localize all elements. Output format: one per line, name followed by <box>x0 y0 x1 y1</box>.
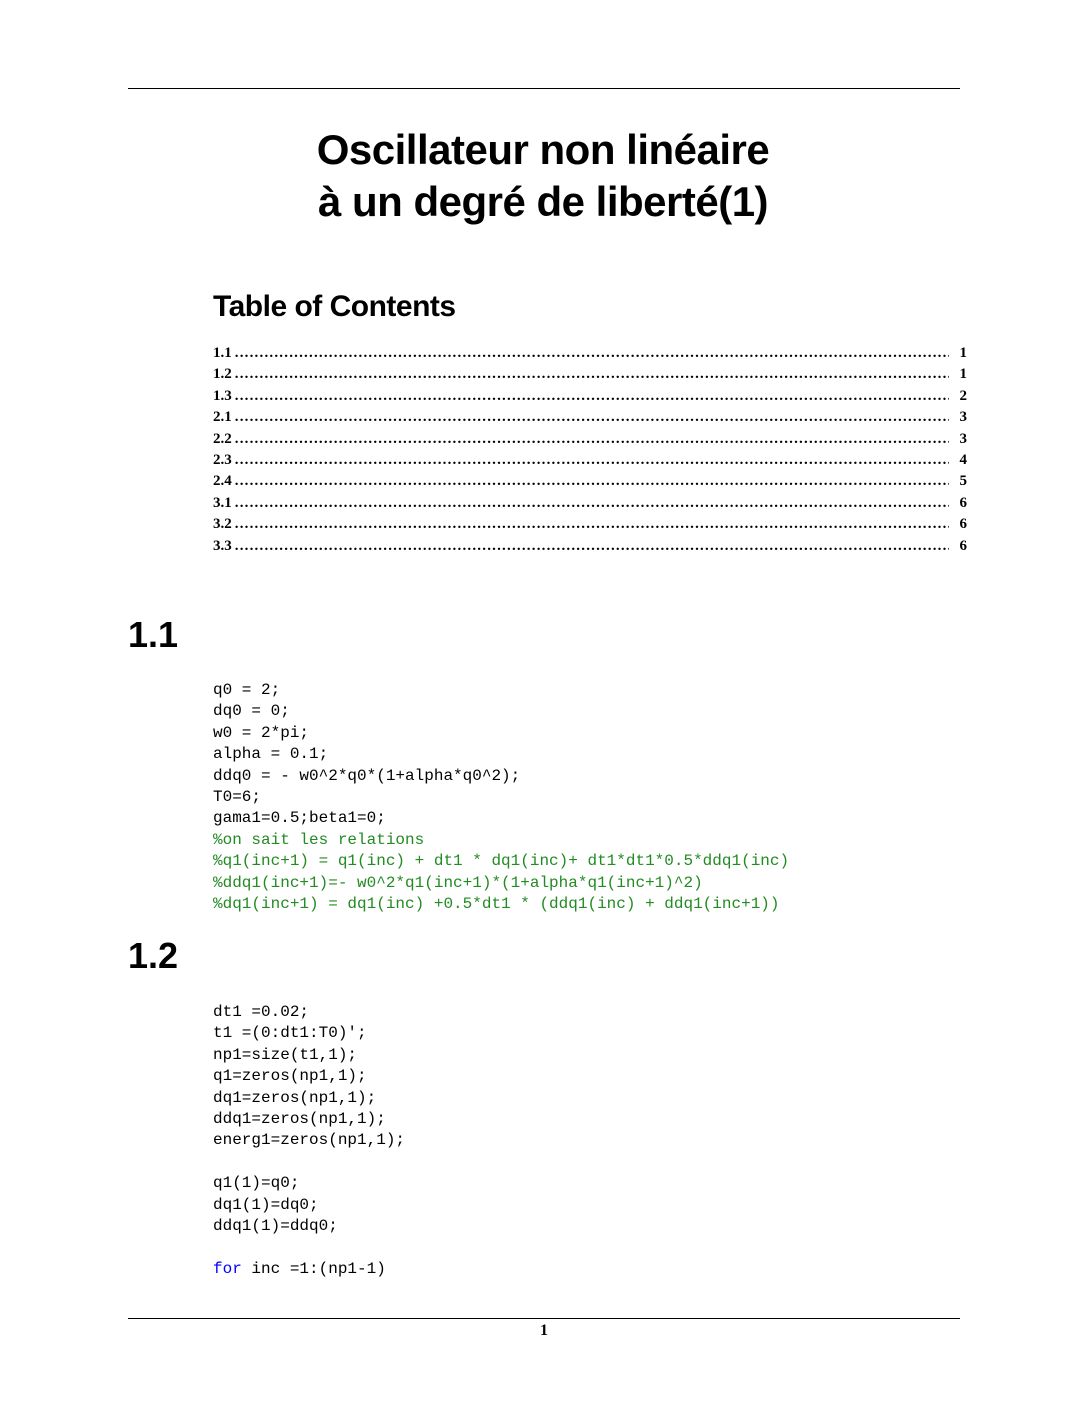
toc-entry-label: 2.2 <box>213 430 232 447</box>
code-line: q1(1)=q0; <box>213 1174 300 1193</box>
toc-entry[interactable] <box>213 345 967 366</box>
toc-entry[interactable] <box>213 431 967 452</box>
toc-heading: Table of Contents <box>213 290 456 323</box>
toc-leader-dots <box>235 345 949 362</box>
code-line: energ1=zeros(np1,1); <box>213 1131 406 1150</box>
toc-entry-page: 6 <box>959 516 967 533</box>
code-comment-line: %on sait les relations <box>213 830 425 849</box>
code-line: dq1=zeros(np1,1); <box>213 1088 377 1107</box>
code-line <box>213 1237 405 1258</box>
page-number: 1 <box>540 1322 548 1339</box>
toc-leader-dots <box>235 409 949 426</box>
code-line: dt1 =0.02; <box>213 1003 310 1021</box>
code-line: dq1(1)=dq0; <box>213 1195 319 1214</box>
toc-entry-page: 6 <box>959 494 967 511</box>
toc-entry-label: 2.1 <box>213 409 232 426</box>
toc-entry-page: 5 <box>959 473 967 490</box>
toc-leader-dots <box>235 538 949 555</box>
toc-leader-dots <box>235 388 949 405</box>
toc-entry-page: 1 <box>959 366 967 383</box>
title-line-1: Oscillateur non linéaire <box>316 126 770 173</box>
toc-leader-dots <box>235 516 949 533</box>
toc-entry-label: 3.3 <box>213 537 232 554</box>
table-of-contents <box>213 345 967 559</box>
toc-entry-label: 1.3 <box>213 387 232 404</box>
code-keyword: for <box>213 1259 242 1278</box>
toc-entry[interactable] <box>213 473 967 494</box>
code-line: gama1=0.5;beta1=0; <box>213 809 386 828</box>
toc-entry-page: 6 <box>959 537 967 554</box>
toc-entry[interactable] <box>213 366 967 387</box>
code-line: alpha = 0.1; <box>213 745 329 764</box>
toc-entry[interactable] <box>213 538 967 559</box>
toc-entry[interactable] <box>213 452 967 473</box>
code-line <box>213 1259 405 1280</box>
section-heading-1-2: 1.2 <box>128 935 179 976</box>
toc-leader-dots <box>235 473 949 490</box>
toc-entry-label: 1.1 <box>213 345 232 361</box>
code-block-1-1 <box>213 680 789 915</box>
code-line: ddq0 = - w0^2*q0*(1+alpha*q0^2); <box>213 766 521 785</box>
code-line: ddq1(1)=ddq0; <box>213 1216 338 1235</box>
code-line <box>213 1152 405 1173</box>
code-line: q1=zeros(np1,1); <box>213 1067 367 1086</box>
toc-entry-page: 4 <box>959 451 967 468</box>
toc-entry-page: 2 <box>959 387 967 404</box>
code-comment-line: %dq1(inc+1) = dq1(inc) +0.5*dt1 * (ddq1(inc) + ddq1(inc+1)) <box>213 894 780 913</box>
code-block-1-2 <box>213 1002 405 1280</box>
code-line: np1=size(t1,1); <box>213 1045 358 1064</box>
toc-entry[interactable] <box>213 409 967 430</box>
code-line: q0 = 2; <box>213 681 281 699</box>
toc-leader-dots <box>235 366 949 383</box>
code-text: inc =1:(np1-1) <box>241 1259 386 1278</box>
code-line: w0 = 2*pi; <box>213 723 310 742</box>
code-line: t1 =(0:dt1:T0)'; <box>213 1024 367 1043</box>
toc-entry-page: 3 <box>959 409 967 426</box>
toc-leader-dots <box>235 452 949 469</box>
footer-rule <box>128 1318 960 1319</box>
toc-entry-label: 3.1 <box>213 494 232 511</box>
code-line: T0=6; <box>213 787 262 806</box>
code-comment-line: %ddq1(inc+1)=- w0^2*q1(inc+1)*(1+alpha*q1(inc+1)^2) <box>213 873 703 892</box>
toc-entry-label: 2.3 <box>213 451 232 468</box>
title-line-2: à un degré de liberté(1) <box>317 178 769 225</box>
toc-entry-label: 3.2 <box>213 516 232 533</box>
toc-entry[interactable] <box>213 516 967 537</box>
toc-entry-page: 3 <box>959 430 967 447</box>
toc-entry-label: 1.2 <box>213 366 232 383</box>
code-line: dq0 = 0; <box>213 702 290 721</box>
section-heading-1-1: 1.1 <box>128 614 179 655</box>
toc-leader-dots <box>235 495 949 512</box>
toc-entry[interactable] <box>213 388 967 409</box>
code-line: ddq1=zeros(np1,1); <box>213 1109 386 1128</box>
page-title <box>213 124 873 228</box>
header-rule <box>128 88 960 89</box>
toc-entry-label: 2.4 <box>213 473 232 490</box>
toc-entry[interactable] <box>213 495 967 516</box>
toc-entry-page: 1 <box>959 345 967 361</box>
toc-leader-dots <box>235 431 949 448</box>
code-comment-line: %q1(inc+1) = q1(inc) + dt1 * dq1(inc)+ dt1*dt1*0.5*ddq1(inc) <box>213 852 790 871</box>
